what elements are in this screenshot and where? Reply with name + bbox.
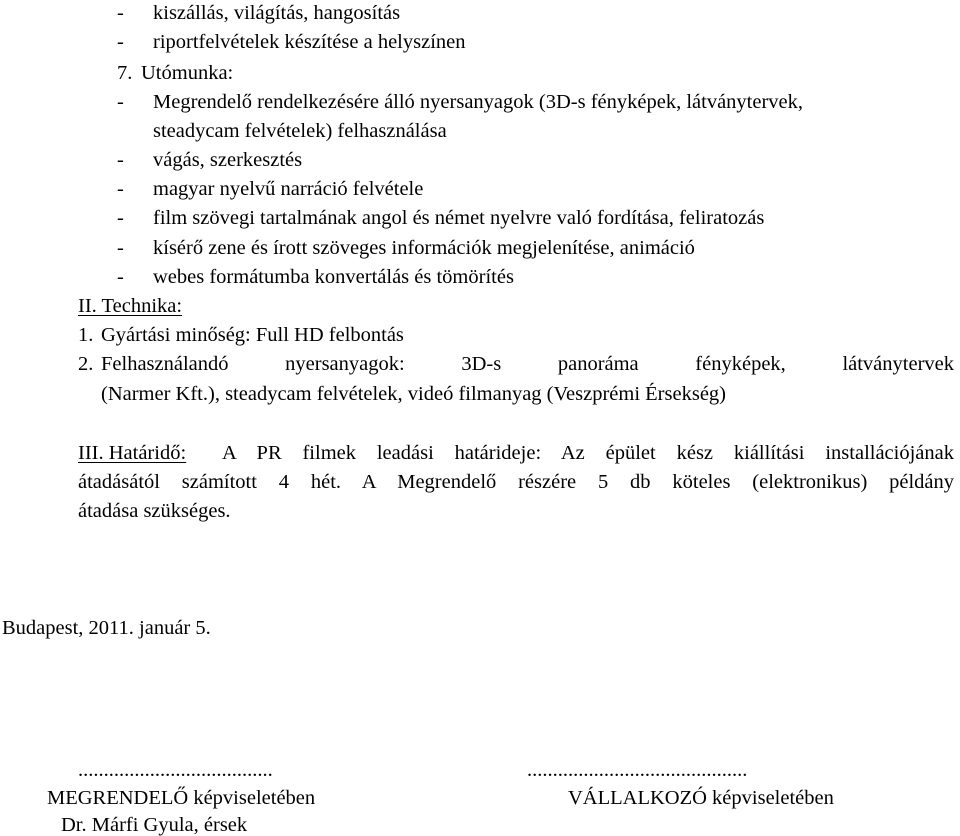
section-heading-technika: II. Technika:: [78, 295, 183, 317]
item-number: 2.: [78, 353, 94, 375]
section-number: 7.: [117, 62, 133, 84]
hatarido-text: átadása szükséges.: [78, 500, 231, 522]
section-heading-hatarido: III. Határidő:: [78, 442, 187, 464]
list-item: Megrendelő rendelkezésére álló nyersanyagok (3D-s fényképek, látványtervek,: [153, 91, 804, 113]
list-dash: -: [117, 91, 124, 113]
section-title: Utómunka:: [141, 62, 234, 84]
list-item: webes formátumba konvertálás és tömörítés: [153, 266, 514, 288]
list-item: film szövegi tartalmának angol és német nyelvre való fordítása, feliratozás: [153, 207, 765, 229]
list-dash: -: [117, 178, 124, 200]
list-item: magyar nyelvű narráció felvétele: [153, 178, 424, 200]
technika-item: Felhasználandó nyersanyagok: 3D-s panoráma fényképek, látványtervek: [101, 353, 954, 375]
list-item: kísérő zene és írott szöveges információk megjelenítése, animáció: [153, 237, 695, 259]
list-dash: -: [117, 237, 124, 259]
list-item: kiszállás, világítás, hangosítás: [153, 2, 401, 24]
signature-role-right: VÁLLALKOZÓ képviseletében: [568, 787, 834, 809]
list-item: vágás, szerkesztés: [153, 149, 303, 171]
item-number: 1.: [78, 324, 94, 346]
place-date: Budapest, 2011. január 5.: [2, 617, 211, 639]
signature-line-left: ......................................: [78, 759, 273, 781]
list-dash: -: [117, 2, 124, 24]
hatarido-text: A PR filmek leadási határideje: Az épület kész kiállítási installációjának: [222, 442, 954, 464]
technika-item-continuation: (Narmer Kft.), steadycam felvételek, videó filmanyag (Veszprémi Érsekség): [101, 383, 726, 405]
list-item: riportfelvételek készítése a helyszínen: [153, 31, 466, 53]
signature-name-left: Dr. Márfi Gyula, érsek: [61, 814, 248, 836]
list-dash: -: [117, 207, 124, 229]
signature-line-right: ...........................................: [527, 759, 748, 781]
list-item-continuation: steadycam felvételek) felhasználása: [153, 120, 447, 142]
list-dash: -: [117, 31, 124, 53]
list-dash: -: [117, 149, 124, 171]
signature-role-left: MEGRENDELŐ képviseletében: [47, 787, 316, 809]
hatarido-text: átadásától számított 4 hét. A Megrendelő részére 5 db köteles (elektronikus) példány: [78, 471, 954, 493]
list-dash: -: [117, 266, 124, 288]
technika-item: Gyártási minőség: Full HD felbontás: [101, 324, 404, 346]
